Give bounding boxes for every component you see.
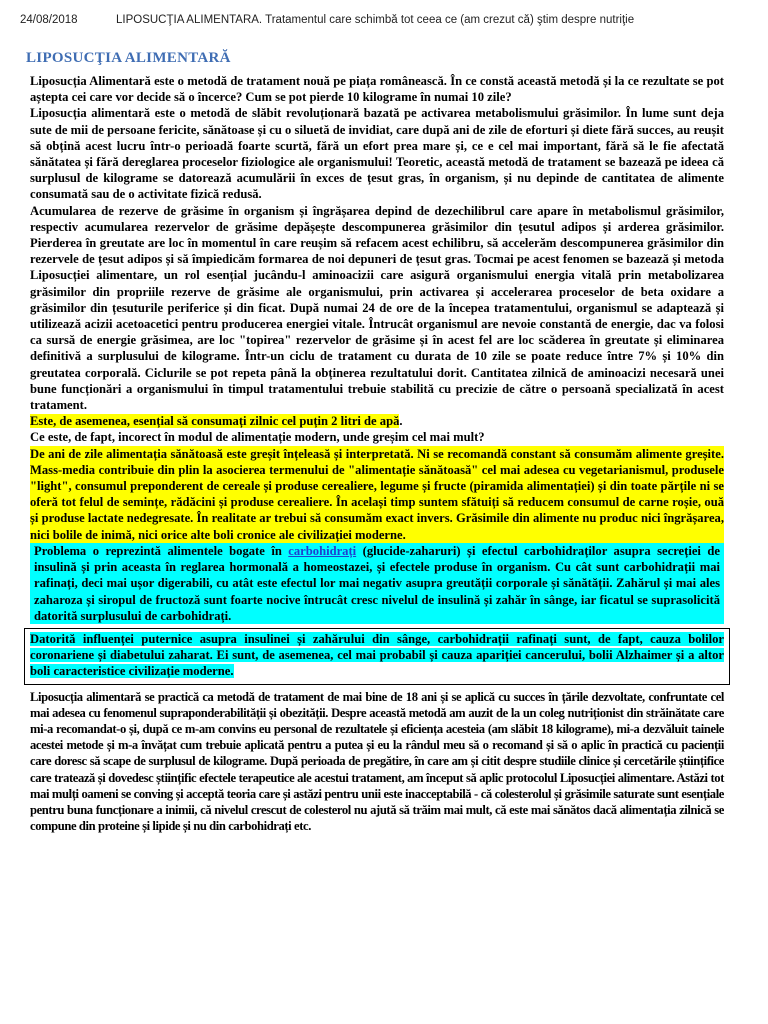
page-header xyxy=(20,14,750,26)
paragraph-water xyxy=(30,413,724,429)
paragraph-fat-metabolism: Acumularea de rezerve de grăsime în organism și îngrășarea depind de dezechilibrul care apare în metabolismul grăsimilor, respectiv acumularea rezervelor de grăsime depășește descompunerea grăsimilor din țesutul adipos și arderea grăsimilor. Pierderea în greutate are loc în momentul în care reușim să refacem acest echilibru, să accelerăm descompunerea grăsimilor din rezervele de țesut adipos și să împiedicăm formarea de noi depuneri de țesut gras. Tocmai pe acest fenomen se bazează și metoda Liposucției alimentare, un rol esențial jucându-l aminoacizii care asigură organismului energia vitală prin metabolizarea grăsimilor din propriile rezerve de grăsime ale organismului, prin activarea și accelerarea proceselor de beta oxidare a grăsimilor din țesuturile periferice și din ficat. După numai 24 de ore de la începea tratamentului, organismul se adaptează și utilizează acizii acetoacetici pentru producerea energiei vitale. Întrucât organismul are nevoie constantă de energie, dac va folosi ca sursă de energie grăsimea, are loc "topirea" rezervelor de grăsime și în acest fel are loc scăderea în greutate și eliminarea definitivă a surplusului de kilograme. Într-un ciclu de tratament cu durata de 10 zile se poate reduce între 7% și 10% din greutatea corporală. Ciclurile se pot repeta până la obținerea rezultatului dorit. Cantitatea zilnică de aminoacizi necesară unei bune funcționări a organismului în timpul tratamentului trebuie stabilită cu precizie de către o persoană specializată în acest tratament. xyxy=(30,203,724,413)
paragraph-intro: Liposucția Alimentară este o metodă de tratament nouă pe piața românească. În ce constă această metodă și la ce rezultate se pot aștepta cei care vor decide să o încerce? Cum se pot pierde 10 kilograme în numai 10 zile? xyxy=(30,74,724,105)
paragraph-practice: Liposucția alimentară se practică ca metodă de tratament de mai bine de 18 ani și se aplică cu succes în țările dezvoltate, confruntate cel mai adesea cu fenomenul supraponderabilității și obezității. Despre această metodă am auzit de la un coleg nutriționist din străinătate care mi-a recomandat-o și, după ce m-am convins eu personal de rezultatele și eficiența acesteia (am slăbit 18 kilograme), mi-a dezvăluit tainele acestei metode și m-a învățat cum trebuie aplicată pentru a putea și eu la rândul meu să o recomand și să o aplic în practică cu pacienții care doresc să scape de surplusul de kilograme. După perioada de pregătire, în care am și citit despre studiile clinice și cercetările științifice care tratează și dovedesc științific efectele terapeutice ale acestui tratament, am început să aplic protocolul Liposucției alimentare. Astăzi tot mai mulți oameni se conving și acceptă teoria care și astăzi pentru unii este inacceptabilă - că colesterolul și grăsimile saturate sunt esențiale pentru buna funcționare a inimii, că nivelul crescut de colesterol nu ajută să trăim mai mult, că este mai sănătos dacă alimentația zilnică se compune din proteine și lipide și nu din carbohidrați etc. xyxy=(30,689,724,834)
paragraph-diseases xyxy=(30,631,724,680)
paragraph-carbohydrates xyxy=(30,543,724,624)
carbs-text-a: Problema o reprezintă alimentele bogate în xyxy=(34,543,289,558)
boxed-paragraph xyxy=(24,628,730,685)
paragraph-modern-diet: De ani de zile alimentația sănătoasă este greșit înțeleasă și interpretată. Ni se recomandă constant să consumăm alimente greșite. Mass-media contribuie din plin la asocierea termenului de "alimentație sănătoasă" cel mai adesea cu vegetarianismul, produsele "light", consumul preponderent de cereale și produse cerealiere, legume și fructe (piramida alimentației) și din toate părțile ni se oferă tot felul de semințe, rădăcini și produse cerealiere. În același timp suntem sfătuiți să reducem consumul de carne roșie, ouă și produse lactate nedegresate. În realitate ar trebui să consumăm exact invers. Grăsimile din alimente nu produc nici îngrășarea, nici bolile de inimă, nici orice alte boli cronice ale civilizației moderne. xyxy=(30,446,724,542)
document-title: LIPOSUCŢIA ALIMENTARĂ xyxy=(26,50,231,66)
diseases-highlight: Datorită influenței puternice asupra insulinei și zahărului din sânge, carbohidrații rafinați sunt, de fapt, cauza bolilor coronariene și diabetului zaharat. Ei sunt, de asemenea, cel mai probabil și cauza apariției cancerului, bolii Alzhaimer și a altor boli caracteristice civilizație moderne. xyxy=(30,631,724,679)
carbs-text-b: (glucide-zaharuri) și efectul carbohidraților asupra secreției de insulină și prin aceasta în reglarea hormonală a homeostazei, și efectele produse în organism. Cu cât sunt carbohidrații mai rafinați, deci mai ușor digerabili, cu atât este efectul lor mai negativ asupra greutății corporale și sănătății. Zahărul și mai ales zaharoza și siropul de fructoză sunt foarte nocive întrucât cresc nivelul de insulină și zahăr în sânge, iar ficatul se suprasolicită datorită surplusului de carbohidrați. xyxy=(34,543,720,623)
document-body xyxy=(30,73,724,834)
paragraph-question: Ce este, de fapt, incorect în modul de alimentație modern, unde greșim cel mai mult? xyxy=(30,430,485,445)
header-title: LIPOSUCŢIA ALIMENTARĂ. Tratamentul care schimbă tot ceea ce (am crezut că) ştim despre nutriţie xyxy=(116,14,635,26)
paragraph-method: Liposucția alimentară este o metodă de slăbit revoluționară bazată pe activarea metabolismului grăsimilor. În lume sunt deja sute de mii de persoane fericite, sănătoase și cu o siluetă de invidiat, care după ani de zile de eforturi și diete fără succes, au reușit să obțină acest lucru într-o perioadă foarte scurtă, fără un efort prea mare și, ce e cel mai important, fără să le fie afectată sănătatea și fără dereglarea proceselor fiziologice ale organismului! Teoretic, această metodă de tratament se bazează pe ideea că surplusul de kilograme se datorează acumulării în exces de țesut gras, în organism, și nu depinde de cantitatea de alimente consumată sau de o activitate fizică redusă. xyxy=(30,106,724,202)
water-highlight: Este, de asemenea, esențial să consumați zilnic cel puțin 2 litri de apă xyxy=(30,414,400,429)
water-tail: . xyxy=(399,414,403,429)
header-date: 24/08/2018 xyxy=(20,14,78,26)
carbohydrates-link[interactable]: carbohidrați xyxy=(288,543,357,558)
